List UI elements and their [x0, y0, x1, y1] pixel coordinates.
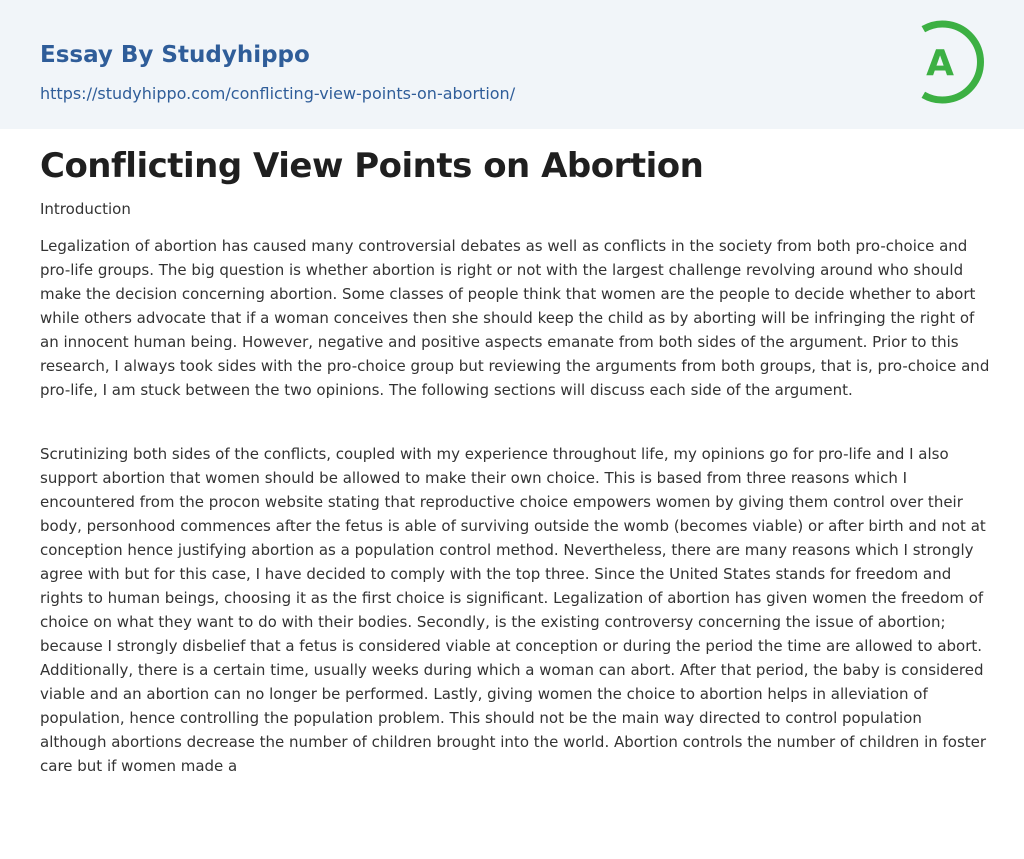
article-title: Conflicting View Points on Abortion: [40, 146, 704, 186]
article-url-link[interactable]: https://studyhippo.com/conflicting-view-points-on-abortion/: [40, 84, 516, 103]
article-paragraph: Scrutinizing both sides of the conflicts, coupled with my experience throughout life, my opinions go for pro-life and I also support abortion that women should be allowed to make their own choice. This is based from three reasons which I encountered from the procon website stating that reproductive choice empowers women by giving them control over their body, personhood commences after the fetus is able of surviving outside the womb (becomes viable) or after birth and not at conception hence justifying abortion as a population control method. Nevertheless, there are many reasons which I strongly agree with but for this case, I have decided to comply with the top three. Since the United States stands for freedom and rights to human beings, choosing it as the first choice is significant. Legalization of abortion has given women the freedom of choice on what they want to do with their bodies. Secondly, is the existing controversy concerning the issue of abortion; because I strongly disbelief that a fetus is considered viable at conception or during the period the time are allowed to abort. Additionally, there is a certain time, usually weeks during which a woman can abort. After that period, the baby is considered viable and an abortion can no longer be performed. Lastly, giving women the choice to abortion helps in alleviation of population, hence controlling the population problem. This should not be the main way directed to control population although abortions decrease the number of children brought into the world. Abortion controls the number of children in foster care but if women made a: [40, 445, 987, 775]
studyhippo-logo-icon[interactable]: [913, 20, 985, 104]
section-heading-introduction: Introduction: [40, 200, 131, 218]
article-paragraph: Legalization of abortion has caused many controversial debates as well as conflicts in the society from both pro-choice and pro-life groups. The big question is whether abortion is right or not with the largest challenge revolving around who should make the decision concerning abortion. Some classes of people think that women are the people to decide whether to abort while others advocate that if a woman conceives then she should keep the child as by aborting will be infringing the right of an innocent human being. However, negative and positive aspects emanate from both sides of the argument. Prior to this research, I always took sides with the pro-choice group but reviewing the arguments from both groups, that is, pro-choice and pro-life, I am stuck between the two opinions. The following sections will discuss each side of the argument.: [40, 237, 990, 399]
brand-title[interactable]: Essay By Studyhippo: [40, 42, 310, 68]
site-header: [0, 0, 1024, 129]
logo-letter: A: [926, 43, 954, 84]
